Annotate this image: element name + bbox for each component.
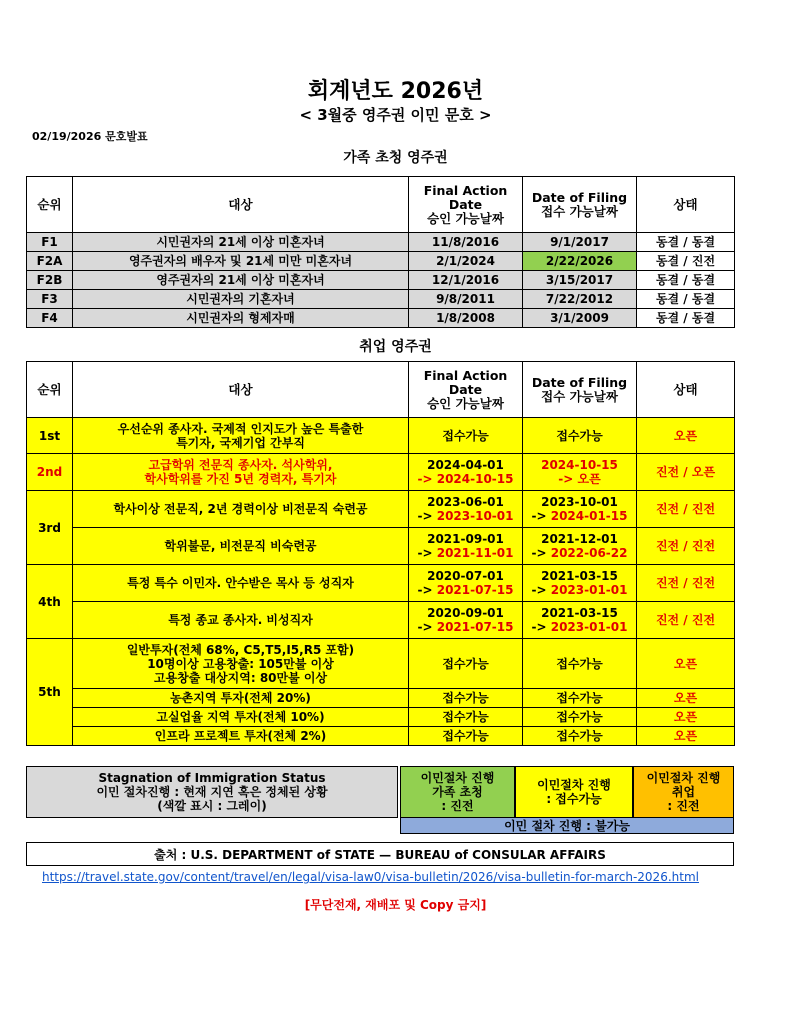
row-target: 고실업율 지역 투자(전체 10%) bbox=[73, 708, 409, 727]
header-status: 상태 bbox=[637, 177, 735, 233]
row-target: 학위불문, 비전문직 비숙련공 bbox=[73, 528, 409, 565]
family-section-title: 가족 초청 영주권 bbox=[343, 150, 448, 166]
row-target: 시민권자의 기혼자녀 bbox=[73, 290, 409, 309]
row-final-action: 1/8/2008 bbox=[409, 309, 523, 328]
row-status: 진전 / 진전 bbox=[637, 602, 735, 639]
family-table bbox=[26, 176, 735, 328]
row-final-action: 2021-09-01 -> 2021-11-01 bbox=[409, 528, 523, 565]
header-final-action: Final Action Date 승인 가능날짜 bbox=[409, 177, 523, 233]
row-status: 동결 / 동결 bbox=[637, 290, 735, 309]
table-row bbox=[27, 639, 735, 689]
row-date-of-filing: 2023-10-01 -> 2024-01-15 bbox=[523, 491, 637, 528]
row-final-action: 2020-09-01 -> 2021-07-15 bbox=[409, 602, 523, 639]
legend-orange: 이민절차 진행 취업 : 진전 bbox=[633, 766, 734, 818]
row-status: 진전 / 오픈 bbox=[637, 454, 735, 491]
row-date-of-filing: 2021-03-15 -> 2023-01-01 bbox=[523, 602, 637, 639]
row-status: 동결 / 동결 bbox=[637, 271, 735, 290]
header-date-of-filing: Date of Filing 접수 가능날짜 bbox=[523, 362, 637, 418]
row-final-action: 12/1/2016 bbox=[409, 271, 523, 290]
table-row bbox=[27, 708, 735, 727]
row-target: 인프라 프로젝트 투자(전체 2%) bbox=[73, 727, 409, 746]
table-row bbox=[27, 309, 735, 328]
legend-yellow: 이민절차 진행 : 접수가능 bbox=[515, 766, 633, 818]
table-row bbox=[27, 454, 735, 491]
employment-section-title: 취업 영주권 bbox=[359, 339, 432, 355]
row-final-action: 접수가능 bbox=[409, 727, 523, 746]
row-target: 고급학위 전문직 종사자. 석사학위, 학사학위를 가진 5년 경력자, 특기자 bbox=[73, 454, 409, 491]
row-status: 오픈 bbox=[637, 689, 735, 708]
row-final-action: 접수가능 bbox=[409, 418, 523, 454]
row-date-of-filing: 2024-10-15 -> 오픈 bbox=[523, 454, 637, 491]
header-rank: 순위 bbox=[27, 362, 73, 418]
page-subtitle: < 3월중 영주권 이민 문호 > bbox=[299, 106, 492, 124]
row-rank: 2nd bbox=[27, 454, 73, 491]
announce-date: 02/19/2026 문호발표 bbox=[32, 130, 148, 143]
header-status: 상태 bbox=[637, 362, 735, 418]
row-status: 동결 / 동결 bbox=[637, 309, 735, 328]
employment-header-row bbox=[27, 362, 735, 418]
row-date-of-filing: 2021-12-01 -> 2022-06-22 bbox=[523, 528, 637, 565]
row-date-of-filing: 7/22/2012 bbox=[523, 290, 637, 309]
row-final-action: 접수가능 bbox=[409, 708, 523, 727]
row-final-action: 2024-04-01 -> 2024-10-15 bbox=[409, 454, 523, 491]
table-row bbox=[27, 565, 735, 602]
row-final-action: 2023-06-01 -> 2023-10-01 bbox=[409, 491, 523, 528]
table-row bbox=[27, 727, 735, 746]
row-target: 특정 종교 종사자. 비성직자 bbox=[73, 602, 409, 639]
row-status: 진전 / 진전 bbox=[637, 491, 735, 528]
row-target: 영주권자의 21세 이상 미혼자녀 bbox=[73, 271, 409, 290]
row-target: 시민권자의 형제자매 bbox=[73, 309, 409, 328]
page-title: 회계년도 2026년 bbox=[307, 79, 484, 104]
row-target: 학사이상 전문직, 2년 경력이상 비전문직 숙련공 bbox=[73, 491, 409, 528]
row-target: 우선순위 종사자. 국제적 인지도가 높은 특출한 특기자, 국제기업 간부직 bbox=[73, 418, 409, 454]
row-final-action: 2/1/2024 bbox=[409, 252, 523, 271]
row-date-of-filing: 접수가능 bbox=[523, 727, 637, 746]
row-date-of-filing: 3/15/2017 bbox=[523, 271, 637, 290]
row-date-of-filing: 접수가능 bbox=[523, 708, 637, 727]
table-row bbox=[27, 528, 735, 565]
row-status: 동결 / 동결 bbox=[637, 233, 735, 252]
row-date-of-filing: 접수가능 bbox=[523, 418, 637, 454]
employment-table bbox=[26, 361, 735, 746]
row-date-of-filing: 접수가능 bbox=[523, 639, 637, 689]
row-date-of-filing: 2021-03-15 -> 2023-01-01 bbox=[523, 565, 637, 602]
row-target: 일반투자(전체 68%, C5,T5,I5,R5 포함) 10명이상 고용창출: 105만불 이상 고용창출 대상지역: 80만불 이상 bbox=[73, 639, 409, 689]
row-rank: 4th bbox=[27, 565, 73, 639]
source-box: 출처 : U.S. DEPARTMENT of STATE — BUREAU of CONSULAR AFFAIRS bbox=[26, 842, 734, 866]
row-rank: F4 bbox=[27, 309, 73, 328]
header-target: 대상 bbox=[73, 362, 409, 418]
row-rank: 3rd bbox=[27, 491, 73, 565]
legend-gray: Stagnation of Immigration Status 이민 절차진행 : 현재 지연 혹은 정체된 상황 (색깔 표시 : 그레이) bbox=[26, 766, 398, 818]
row-rank: F3 bbox=[27, 290, 73, 309]
row-target: 특정 특수 이민자. 안수받은 목사 등 성직자 bbox=[73, 565, 409, 602]
header-rank: 순위 bbox=[27, 177, 73, 233]
row-target: 농촌지역 투자(전체 20%) bbox=[73, 689, 409, 708]
row-date-of-filing: 2/22/2026 bbox=[523, 252, 637, 271]
row-final-action: 접수가능 bbox=[409, 689, 523, 708]
row-date-of-filing: 9/1/2017 bbox=[523, 233, 637, 252]
table-row bbox=[27, 689, 735, 708]
table-row bbox=[27, 290, 735, 309]
row-rank: F2A bbox=[27, 252, 73, 271]
family-header-row bbox=[27, 177, 735, 233]
table-row bbox=[27, 602, 735, 639]
row-rank: 1st bbox=[27, 418, 73, 454]
row-date-of-filing: 3/1/2009 bbox=[523, 309, 637, 328]
legend-blue: 이민 절차 진행 : 불가능 bbox=[400, 817, 734, 834]
header-final-action: Final Action Date 승인 가능날짜 bbox=[409, 362, 523, 418]
header-target: 대상 bbox=[73, 177, 409, 233]
row-rank: F2B bbox=[27, 271, 73, 290]
table-row bbox=[27, 491, 735, 528]
row-status: 오픈 bbox=[637, 639, 735, 689]
table-row bbox=[27, 271, 735, 290]
visa-bulletin-link[interactable]: https://travel.state.gov/content/travel/en/legal/visa-law0/visa-bulletin/2026/visa-bulletin-for-march-2026.html bbox=[42, 870, 699, 884]
row-status: 오픈 bbox=[637, 727, 735, 746]
row-target: 시민권자의 21세 이상 미혼자녀 bbox=[73, 233, 409, 252]
row-rank: F1 bbox=[27, 233, 73, 252]
legend-green: 이민절차 진행 가족 초청 : 진전 bbox=[400, 766, 515, 818]
row-final-action: 접수가능 bbox=[409, 639, 523, 689]
row-final-action: 9/8/2011 bbox=[409, 290, 523, 309]
row-status: 오픈 bbox=[637, 708, 735, 727]
row-final-action: 2020-07-01 -> 2021-07-15 bbox=[409, 565, 523, 602]
row-rank: 5th bbox=[27, 639, 73, 746]
table-row bbox=[27, 418, 735, 454]
table-row bbox=[27, 252, 735, 271]
copyright-notice: [무단전재, 재배포 및 Copy 금지] bbox=[304, 898, 487, 912]
header-date-of-filing: Date of Filing 접수 가능날짜 bbox=[523, 177, 637, 233]
row-status: 오픈 bbox=[637, 418, 735, 454]
table-row bbox=[27, 233, 735, 252]
row-final-action: 11/8/2016 bbox=[409, 233, 523, 252]
row-status: 진전 / 진전 bbox=[637, 528, 735, 565]
row-target: 영주권자의 배우자 및 21세 미만 미혼자녀 bbox=[73, 252, 409, 271]
row-status: 진전 / 진전 bbox=[637, 565, 735, 602]
row-date-of-filing: 접수가능 bbox=[523, 689, 637, 708]
row-status: 동결 / 진전 bbox=[637, 252, 735, 271]
